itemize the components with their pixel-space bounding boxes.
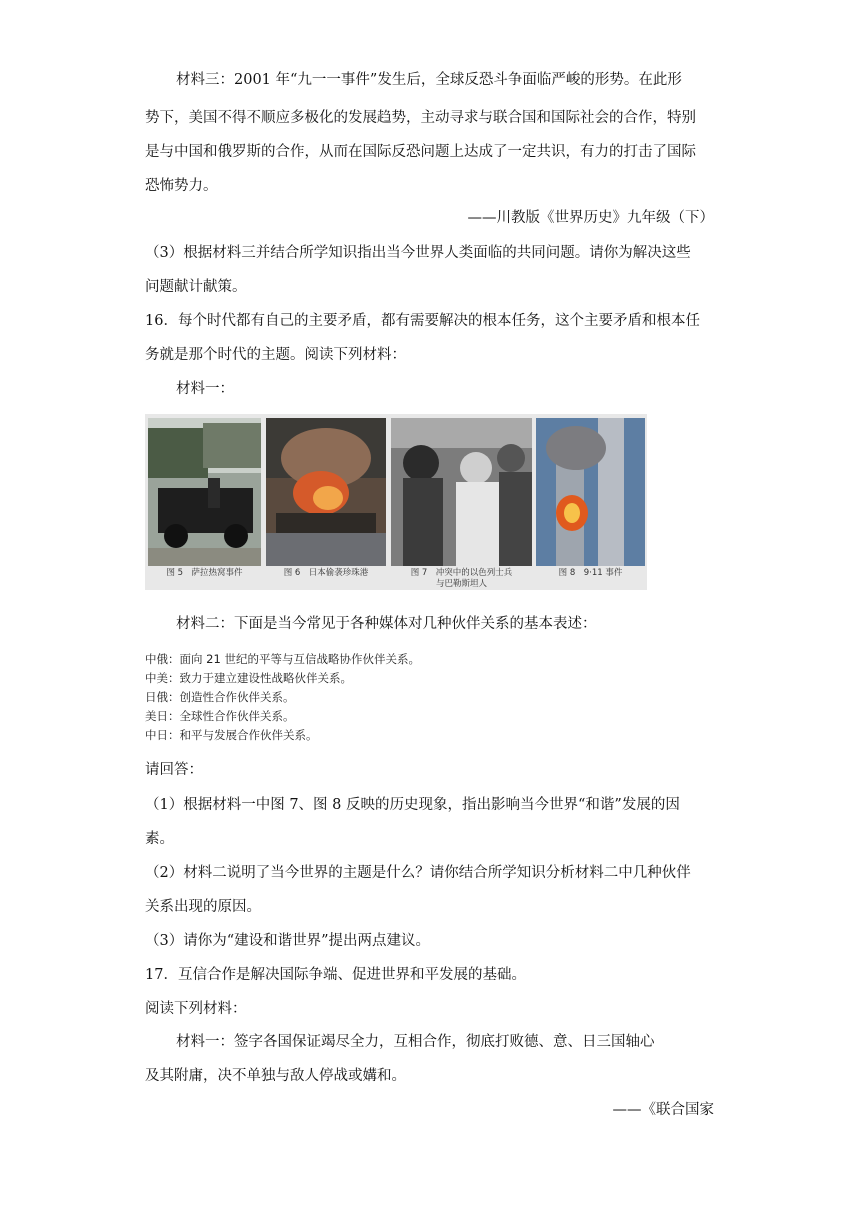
q16-material2-label: 材料二：下面是当今常见于各种媒体对几种伙伴关系的基本表述： <box>176 616 597 632</box>
caption-fig6: 图 6 日本偷袭珍珠港 <box>283 568 369 578</box>
q16-question-1-line-2: 素。 <box>145 831 174 847</box>
sarajevo-incident-photo <box>148 418 261 566</box>
september-11-photo <box>536 418 645 566</box>
partnership-japan-russia: 日俄：创造性合作伙伴关系。 <box>145 690 295 704</box>
q16-answer-prompt: 请回答： <box>145 762 203 778</box>
q15-3-line-1: （3）根据材料三并结合所学知识指出当今世界人类面临的共同问题。请你为解决这些 <box>145 245 691 261</box>
caption-fig8: 图 8 9·11 事件 <box>558 568 623 578</box>
material3-line-4: 恐怖势力。 <box>145 178 218 194</box>
q16-question-2-line-1: （2）材料二说明了当今世界的主题是什么？请你结合所学知识分析材料二中几种伙伴 <box>145 865 691 881</box>
partnership-china-russia: 中俄：面向 21 世纪的平等与互信战略协作伙伴关系。 <box>145 652 420 666</box>
q17-material1-source: ——《联合国家 <box>612 1102 714 1118</box>
q16-intro-line-2: 务就是那个时代的主题。阅读下列材料： <box>145 347 406 363</box>
q17-read-prompt: 阅读下列材料： <box>145 1001 247 1017</box>
q17-material1-line-1: 材料一：签字各国保证竭尽全力，互相合作，彻底打败德、意、日三国轴心 <box>176 1034 655 1050</box>
historical-photo-strip <box>145 414 647 590</box>
q15-3-line-2: 问题献计献策。 <box>145 279 247 295</box>
q16-material1-label: 材料一： <box>176 381 234 397</box>
pearl-harbor-photo <box>266 418 386 566</box>
partnership-us-japan: 美日：全球性合作伙伴关系。 <box>145 709 295 723</box>
caption-fig5: 图 5 萨拉热窝事件 <box>166 568 243 578</box>
q17-title: 17．互信合作是解决国际争端、促进世界和平发展的基础。 <box>145 967 526 983</box>
israeli-palestinian-conflict-photo <box>391 418 532 566</box>
material3-line-1: 材料三：2001 年“九一一事件”发生后，全球反恐斗争面临严峻的形势。在此形 <box>176 72 682 88</box>
q16-intro-line-1: 16．每个时代都有自己的主要矛盾，都有需要解决的根本任务，这个主要矛盾和根本任 <box>145 313 700 329</box>
partnership-china-us: 中美：致力于建立建设性战略伙伴关系。 <box>145 671 352 685</box>
material3-line-2: 势下，美国不得不顺应多极化的发展趋势，主动寻求与联合国和国际社会的合作，特别 <box>145 110 696 126</box>
q16-question-1-line-1: （1）根据材料一中图 7、图 8 反映的历史现象，指出影响当今世界“和谐”发展的因 <box>145 797 680 813</box>
material3-source: ——川教版《世界历史》九年级（下） <box>467 210 714 226</box>
q16-question-2-line-2: 关系出现的原因。 <box>145 899 261 915</box>
caption-fig7: 图 7 冲突中的以色列士兵 与巴勒斯坦人 <box>410 568 513 589</box>
q17-material1-line-2: 及其附庸，决不单独与敌人停战或媾和。 <box>145 1068 406 1084</box>
material3-line-3: 是与中国和俄罗斯的合作，从而在国际反恐问题上达成了一定共识，有力的打击了国际 <box>145 144 696 160</box>
partnership-china-japan: 中日：和平与发展合作伙伴关系。 <box>145 728 318 742</box>
q16-question-3: （3）请你为“建设和谐世界”提出两点建议。 <box>145 933 431 949</box>
